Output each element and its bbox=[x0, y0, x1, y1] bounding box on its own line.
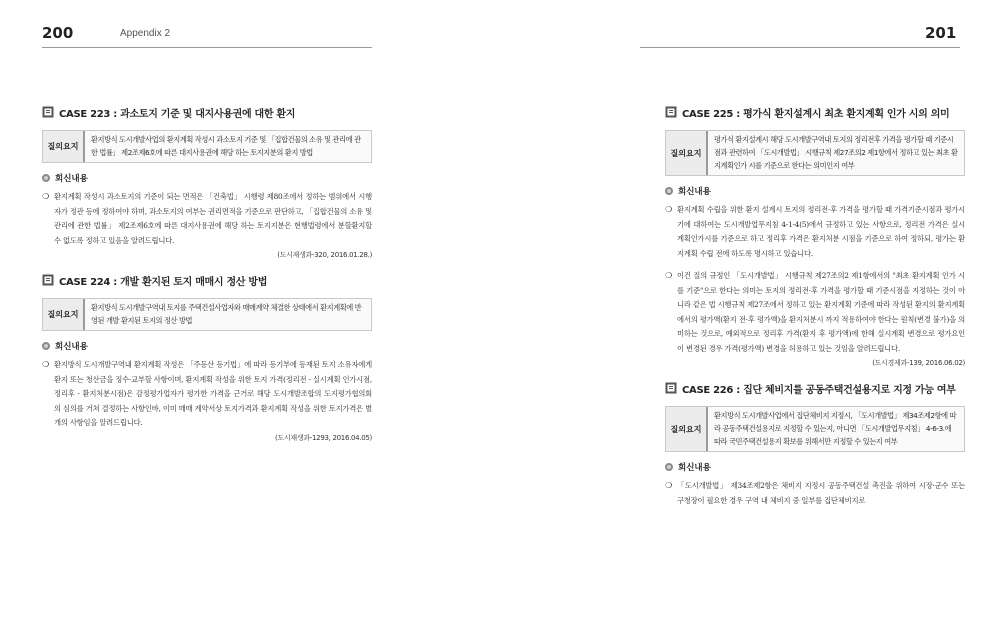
query-label: 질의요지 bbox=[666, 407, 708, 451]
query-text: 환지방식 도시개발사업의 환지계획 작성시 과소토지 기준 및 「집합건물의 소유 및 관리에 관한 법률」 제2조제6호에 따른 대지사용권에 해당 하는 토지지분의 환지 방법 bbox=[85, 131, 371, 162]
response-label: 회신내용 bbox=[55, 174, 88, 184]
document-icon bbox=[665, 106, 677, 118]
paragraph-marker: ❍ bbox=[42, 360, 49, 369]
citation: (도시재생과-1293, 2016.04.05) bbox=[275, 433, 372, 442]
query-label: 질의요지 bbox=[43, 131, 85, 162]
circle-bullet-icon bbox=[665, 187, 673, 195]
document-icon bbox=[665, 382, 677, 394]
document-icon bbox=[42, 106, 54, 118]
query-box bbox=[42, 298, 372, 331]
response-heading bbox=[665, 185, 965, 197]
circle-bullet-icon bbox=[42, 342, 50, 350]
paragraph-text: 「도시개발법」 제34조제2항은 체비지 지정시 공동주택건설 촉진을 위하여 시장·군수 또는 구청장이 필요한 경우 구역 내 체비지 중 일부를 집단체비지로 bbox=[677, 481, 965, 505]
case-title-text: CASE 223 : 과소토지 기준 및 대지사용권에 대한 환지 bbox=[59, 108, 296, 120]
case-title bbox=[42, 104, 372, 120]
paragraph-text: 환지계획 작성시 과소토지의 기준이 되는 면적은 「건축법」 시행령 제80조에서 정하는 범위에서 시행자가 정관 등에 정하여야 하며, 과소토지의 여부는 권리면적을 기준으로 판단하고, 「집합건물의 소유 및 관리에 관한 법률」 제2조제6호에 따른 대지사용권에 해당 하는 토지지분은 현행법령에서 분할환지할 수 없도록 정하고 있음을 알려드립니다. bbox=[54, 192, 372, 245]
query-label: 질의요지 bbox=[43, 299, 85, 330]
header-section-label: Appendix 2 bbox=[120, 28, 171, 39]
case-title bbox=[665, 380, 965, 396]
header-divider-left bbox=[42, 47, 372, 48]
left-page-column bbox=[42, 104, 372, 455]
query-box bbox=[665, 406, 965, 452]
case-title bbox=[42, 272, 372, 288]
query-label: 질의요지 bbox=[666, 131, 708, 175]
response-heading bbox=[42, 172, 372, 184]
case-title bbox=[665, 104, 965, 120]
response-label: 회신내용 bbox=[55, 342, 88, 352]
paragraph-marker: ❍ bbox=[42, 192, 49, 201]
circle-bullet-icon bbox=[665, 463, 673, 471]
response-heading bbox=[42, 340, 372, 352]
paragraph-marker: ❍ bbox=[665, 481, 672, 490]
case-title-text: CASE 226 : 집단 체비지를 공동주택건설용지로 지정 가능 여부 bbox=[682, 384, 956, 396]
case-224 bbox=[42, 272, 372, 443]
left-page-number: 200 bbox=[42, 24, 74, 42]
query-box bbox=[42, 130, 372, 163]
paragraph-text: 이건 질의 규정인 「도시개발법」 시행규칙 제27조의2 제1항에서의 "최초 환지계획 인가 시를 기준"으로 한다는 의미는 토지의 정리전·후 가격을 평가할 때 기준시점을 지정하는 것이 아니라 같은 법 시행규칙 제27조에서 정하고 있는 환지계획 기준에 따라 작성된 환지의 환지계획에서의 평가액(환지 전·후 평가액)을 환지처분시 까지 적용하여야 한다는 원칙(변경 불가)을 의미하는 것으로, 예외적으로 정리후 가격(환지 후 평가액)에 한해 실시계획 변경으로 평가요인이 변경된 경우 가격(평가액) 변경을 허용하고 있는 것임을 알려드립니다. bbox=[677, 271, 965, 353]
response-paragraph bbox=[42, 358, 372, 431]
case-223 bbox=[42, 104, 372, 260]
header-divider-right bbox=[640, 47, 960, 48]
paragraph-marker: ❍ bbox=[665, 271, 672, 280]
citation: (도시경제과-139, 2016.06.02) bbox=[872, 359, 965, 367]
case-title-text: CASE 225 : 평가식 환지설계시 최초 환지계획 인가 시의 의미 bbox=[682, 108, 950, 120]
query-text: 환지방식 도시개발구역내 토지를 주택건설사업자와 매매계약 체결한 상태에서 환지계획에 반영된 개발 환지된 토지의 정산 방법 bbox=[85, 299, 371, 330]
paragraph-text: 환지방식 도시개발구역내 환지계획 작성은 「주등산 등기법」에 따라 등기부에 등재된 토지 소유자에게 환지 또는 청산금을 징수·교부할 사항이며, 환지계획 작성을 위한 토지 가격(정리전 - 실시계획 인가시점, 정리후 - 환지처분시점)은 감정평가업자가 평가한 가격을 근거로 해당 도시개발조합의 도지평가협의회의 심의를 거쳐 결정하는 사항인바, 이미 매매 계약서상 토지가격과 환지계획 작성을 위한 토지가격은 별개의 사항임을 알려드립니다. bbox=[54, 360, 372, 427]
response-paragraph bbox=[42, 190, 372, 248]
query-text: 평가식 환지설계시 해당 도시개발구역내 토지의 정리전후 가격을 평가할 때 기준시점과 관련하여 「도시개발법」 시행규칙 제27조의2 제1항에서 정하고 있는 최초 환지계획인가 시를 기준으로 한다는 의미인지 여부 bbox=[708, 131, 964, 175]
response-paragraph bbox=[665, 269, 965, 356]
case-226 bbox=[665, 380, 965, 508]
response-paragraph bbox=[665, 479, 965, 508]
query-text: 환지방식 도시개발사업에서 집단체비지 지정시, 「도시개발법」 제34조제2항에 따라 공동주택건설용지로 지정할 수 있는지, 아니면 「도시개발업무지침」 4-6-3.에 따라 국민주택건설용지 확보를 위해서만 지정할 수 있는지 여부 bbox=[708, 407, 964, 451]
response-label: 회신내용 bbox=[678, 463, 711, 473]
case-225 bbox=[665, 104, 965, 368]
paragraph-marker: ❍ bbox=[665, 205, 672, 214]
right-page-column bbox=[665, 104, 965, 520]
response-paragraph bbox=[665, 203, 965, 261]
response-heading bbox=[665, 461, 965, 473]
query-box bbox=[665, 130, 965, 176]
right-page-number: 201 bbox=[925, 24, 957, 42]
citation: (도시재생과-320, 2016.01.28.) bbox=[277, 251, 372, 259]
paragraph-text: 환지계획 수립을 위한 환지 설계시 토지의 정리전·후 가격을 평가할 때 가격기준시점과 평가시기에 대하여는 도시개발업무지침 4-1-4(5)에서 규정하고 있는 사항으로, 정리전 가격은 실시계획인가시를 기준으로 하고 정리후 가격은 환지처분 시점을 기준으로 하여 정하되, 평가는 환지계획 수립 전에 하도록 명시하고 있습니다. bbox=[677, 205, 965, 258]
circle-bullet-icon bbox=[42, 174, 50, 182]
document-icon bbox=[42, 274, 54, 286]
case-title-text: CASE 224 : 개발 환지된 토지 매매시 정산 방법 bbox=[59, 276, 268, 288]
response-label: 회신내용 bbox=[678, 187, 711, 197]
